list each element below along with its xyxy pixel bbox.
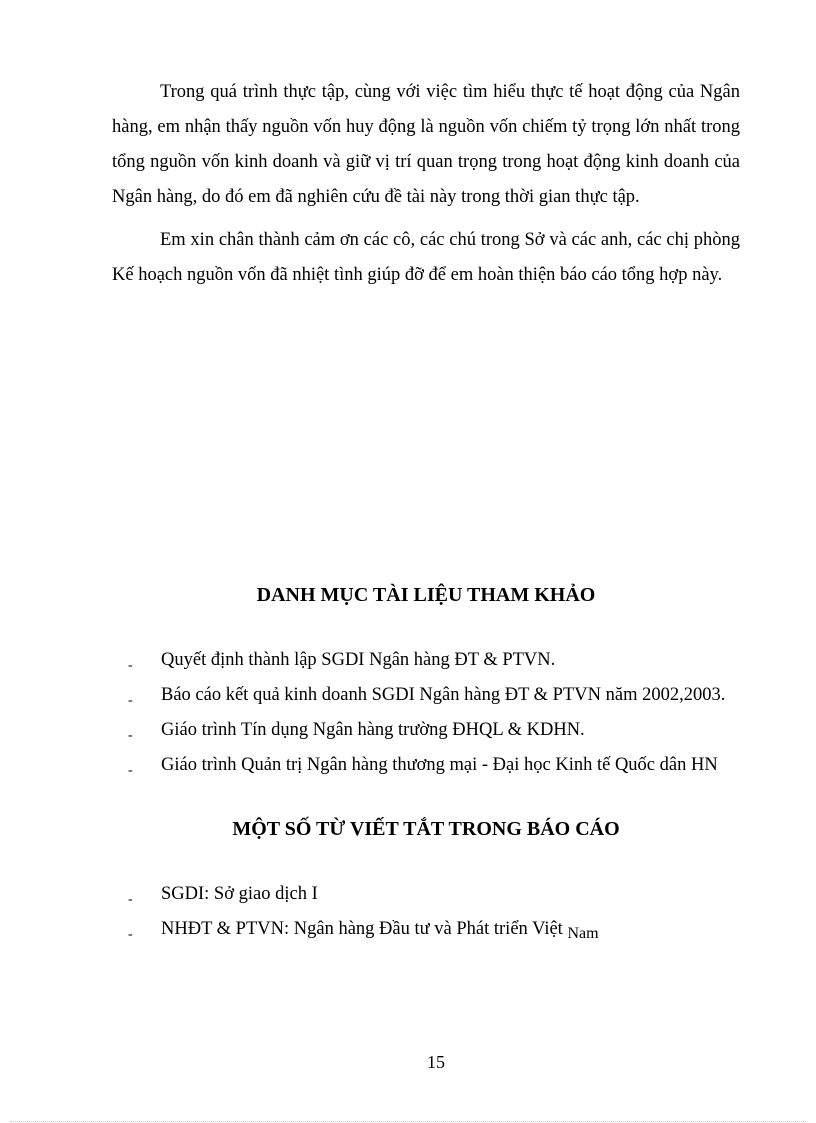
- reference-text: Giáo trình Quản trị Ngân hàng thương mại - Đại học Kinh tế Quốc dân HN: [161, 755, 718, 775]
- body-paragraph-internship: Trong quá trình thực tập, cùng với việc tìm hiểu thực tế hoạt động của Ngân hàng, em nhận thấy nguồn vốn huy động là nguồn vốn chiếm tỷ trọng lớn nhất trong tổng nguồn vốn kinh doanh và giữ vị trí quan trọng trong hoạt động kinh doanh của Ngân hàng, do đó em đã nghiên cứu đề tài này trong thời gian thực tập.: [112, 82, 740, 207]
- dash-bullet: -: [128, 658, 133, 673]
- footer-divider: [10, 1121, 806, 1122]
- abbreviation-text: NHĐT & PTVN: Ngân hàng Đầu tư và Phát triển Việt: [161, 919, 563, 939]
- dash-bullet: -: [128, 728, 133, 743]
- page-number: 15: [427, 1052, 445, 1072]
- dash-bullet: -: [128, 927, 133, 942]
- abbreviation-tail: Nam: [567, 925, 599, 942]
- dash-bullet: -: [128, 763, 133, 778]
- dash-bullet: -: [128, 892, 133, 907]
- list-item: [128, 877, 599, 912]
- list-item: [128, 748, 725, 783]
- dash-bullet: -: [128, 693, 133, 708]
- references-list: [128, 643, 725, 783]
- body-paragraph-thanks: Em xin chân thành cảm ơn các cô, các chú trong Sở và các anh, các chị phòng Kế hoạch nguồn vốn đã nhiệt tình giúp đỡ để em hoàn thiện báo cáo tổng hợp này.: [112, 230, 740, 285]
- references-heading: DANH MỤC TÀI LIỆU THAM KHẢO: [256, 584, 596, 606]
- list-item: [128, 912, 599, 947]
- reference-text: Quyết định thành lập SGDI Ngân hàng ĐT & PTVN.: [161, 650, 556, 670]
- abbreviations-heading: MỘT SỐ TỪ VIẾT TẮT TRONG BÁO CÁO: [232, 818, 620, 840]
- reference-text: Báo cáo kết quả kinh doanh SGDI Ngân hàng ĐT & PTVN năm 2002,2003.: [161, 685, 726, 705]
- list-item: [128, 643, 725, 678]
- reference-text: Giáo trình Tín dụng Ngân hàng trường ĐHQL & KDHN.: [161, 720, 585, 740]
- list-item: [128, 678, 725, 713]
- abbreviation-text: SGDI: Sở giao dịch I: [161, 884, 318, 904]
- list-item: [128, 713, 725, 748]
- abbreviations-list: [128, 877, 599, 947]
